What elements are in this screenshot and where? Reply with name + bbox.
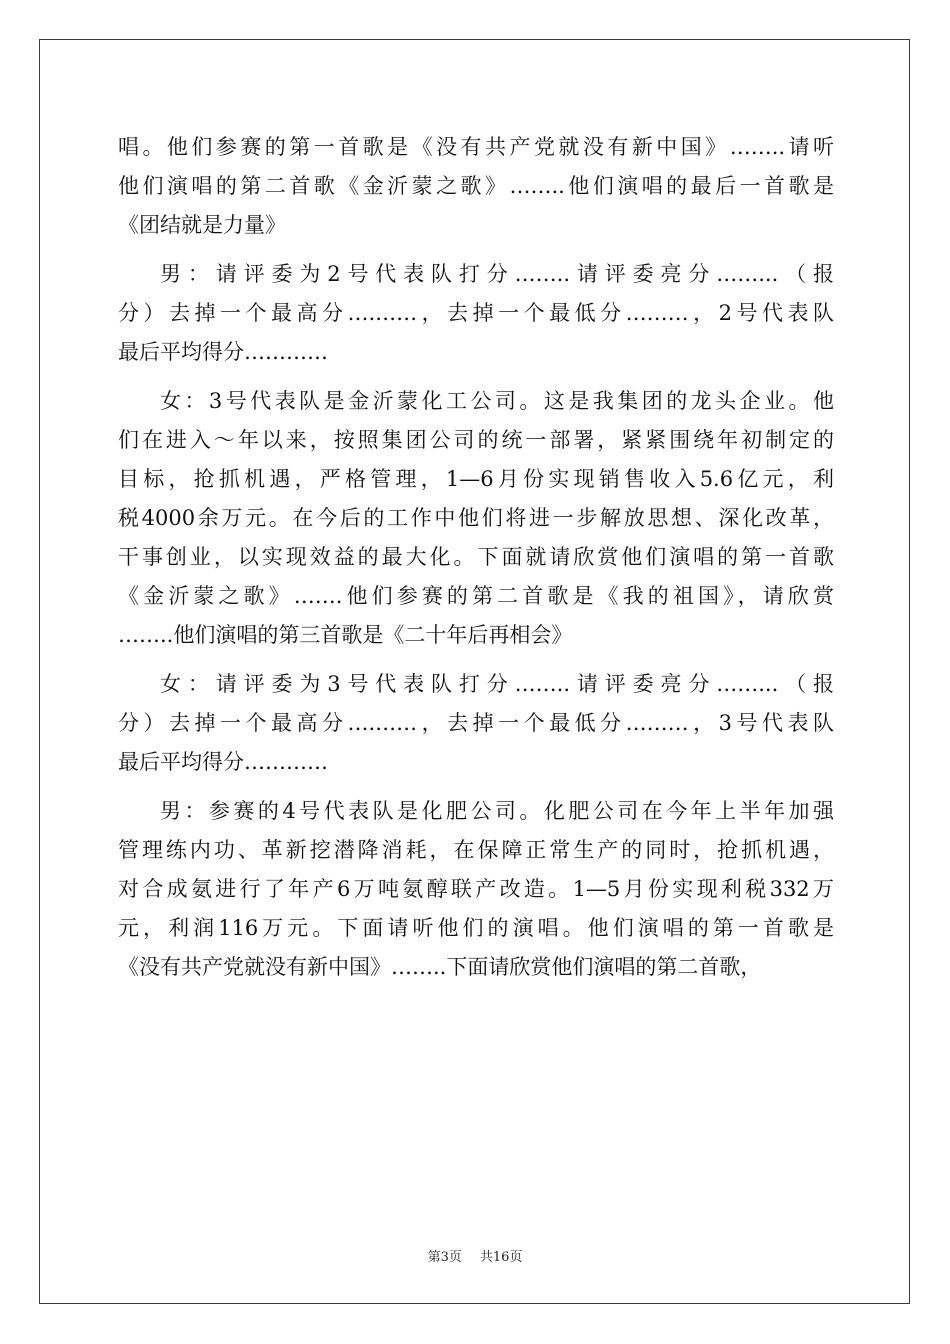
- text-line: 《金沂蒙之歌》…….他们参赛的第二首歌是《我的祖国》，请欣赏: [118, 584, 834, 608]
- text-line: 们在进入～年以来，按照集团公司的统一部署，紧紧围绕年初制定的: [118, 428, 834, 452]
- text-line: ……..他们演唱的第三首歌是《二十年后再相会》: [118, 623, 573, 647]
- page-total: 共16页: [479, 1250, 523, 1265]
- text-line: 女：请评委为3号代表队打分……..请评委亮分……...（报: [160, 672, 834, 696]
- text-line: 干事创业，以实现效益的最大化。下面就请欣赏他们演唱的第一首歌: [118, 545, 834, 569]
- text-line: 管理练内功、革新挖潜降消耗，在保障正常生产的同时，抢抓机遇，: [118, 838, 834, 862]
- text-line: 分）去掉一个最高分….……，去掉一个最低分………，3号代表队: [118, 711, 834, 735]
- text-line: 唱。他们参赛的第一首歌是《没有共产党就没有新中国》……..请听: [118, 135, 834, 159]
- text-line: 税4000余万元。在今后的工作中他们将进一步解放思想、深化改革，: [118, 506, 834, 530]
- paragraph: [118, 128, 834, 245]
- paragraph: [118, 665, 834, 782]
- text-line: 对合成氨进行了年产6万吨氨醇联产改造。1—5月份实现利税332万: [118, 877, 834, 901]
- text-line: 元，利润116万元。下面请听他们的演唱。他们演唱的第一首歌是: [118, 916, 834, 940]
- page-number: 第3页: [427, 1250, 462, 1265]
- text-line: 分）去掉一个最高分….……，去掉一个最低分………，2号代表队: [118, 301, 834, 325]
- text-line: 最后平均得分…………: [118, 750, 328, 774]
- document-body: [118, 128, 834, 997]
- text-line: 男：参赛的4号代表队是化肥公司。化肥公司在今年上半年加强: [160, 799, 834, 823]
- paragraph: [118, 382, 834, 655]
- text-line: 《没有共产党就没有新中国》……..下面请欣赏他们演唱的第二首歌，: [118, 955, 762, 979]
- text-line: 《团结就是力量》: [118, 213, 286, 237]
- text-line: 女：3号代表队是金沂蒙化工公司。这是我集团的龙头企业。他: [160, 389, 834, 413]
- page-footer: [0, 1246, 950, 1265]
- text-line: 最后平均得分…………: [118, 340, 328, 364]
- text-line: 他们演唱的第二首歌《金沂蒙之歌》……..他们演唱的最后一首歌是: [118, 174, 834, 198]
- text-line: 男：请评委为2号代表队打分……..请评委亮分……...（报: [160, 262, 834, 286]
- paragraph: [118, 792, 834, 987]
- text-line: 目标，抢抓机遇，严格管理，1—6月份实现销售收入5.6亿元，利: [118, 467, 834, 491]
- paragraph: [118, 255, 834, 372]
